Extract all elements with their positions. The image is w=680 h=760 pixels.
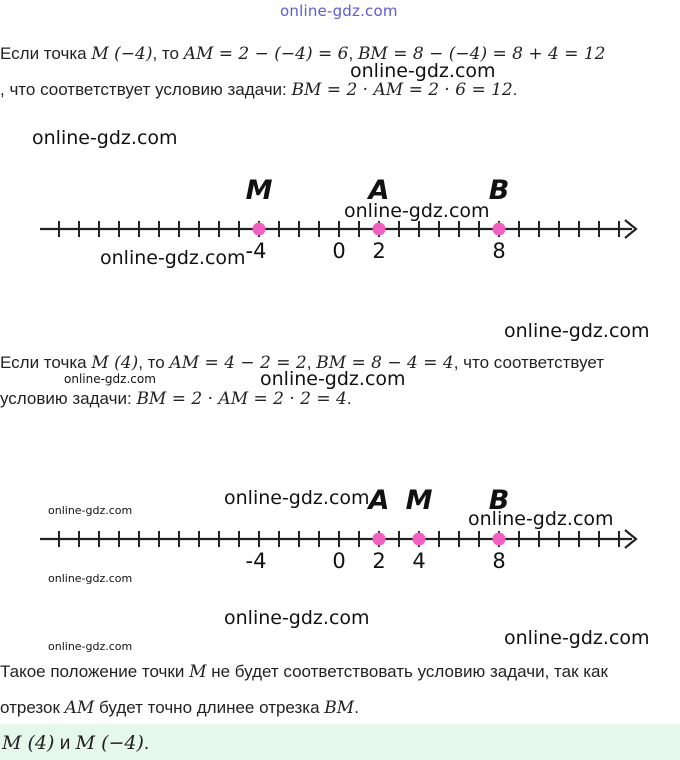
- text: , то: [138, 353, 170, 372]
- math-expression: AM: [64, 698, 95, 718]
- paragraph-2-line-1: [0, 352, 604, 374]
- point-a-label: A: [368, 175, 390, 206]
- number-line-2: [0, 470, 680, 580]
- math-expression: BM = 2 · AM = 2 · 2 = 4: [136, 389, 347, 409]
- point-a-marker: [373, 533, 386, 546]
- text: Такое положение точки: [0, 662, 190, 681]
- watermark: online-gdz.com: [224, 607, 370, 629]
- watermark: online-gdz.com: [350, 60, 496, 82]
- text: .: [354, 698, 359, 717]
- math-expression: M (−4): [75, 732, 144, 754]
- math-expression: BM = 8 − (−4) = 8 + 4 = 12: [357, 44, 606, 64]
- math-expression: AM = 2 − (−4) = 6: [183, 44, 349, 64]
- math-expression: M (4): [2, 732, 55, 754]
- watermark: online-gdz.com: [48, 572, 133, 585]
- tick-label: 0: [332, 549, 346, 573]
- text: ,: [306, 353, 317, 372]
- point-a-label: A: [368, 485, 390, 516]
- math-expression: AM = 4 − 2 = 2: [169, 353, 307, 373]
- text: ,: [348, 44, 358, 63]
- tick-label: 8: [492, 239, 506, 263]
- text: будет точно длинее отрезка: [94, 698, 325, 717]
- tick-label: -4: [245, 239, 267, 263]
- point-m-label: M: [405, 485, 433, 516]
- point-b-label: B: [488, 175, 510, 206]
- watermark: online-gdz.com: [260, 368, 406, 390]
- tick-label: 2: [372, 239, 386, 263]
- watermark: online-gdz.com: [64, 372, 156, 386]
- watermark: online-gdz.com: [504, 320, 650, 342]
- paragraph-1-line-1: [0, 43, 606, 65]
- paragraph-3-line-1: [0, 661, 608, 683]
- watermark: online-gdz.com: [48, 640, 133, 653]
- text: условию задачи:: [0, 389, 137, 408]
- math-expression: M (4): [91, 353, 139, 373]
- text: отрезок: [0, 698, 65, 717]
- tick-label: 2: [372, 549, 386, 573]
- point-a-marker: [373, 223, 386, 236]
- paragraph-2-line-2: [0, 388, 352, 410]
- tick-label: 8: [492, 549, 506, 573]
- tick-label: 0: [332, 239, 346, 263]
- math-expression: M (−4): [91, 44, 153, 64]
- watermark: online-gdz.com: [504, 627, 650, 649]
- watermark: online-gdz.com: [100, 247, 246, 269]
- point-b-label: B: [488, 485, 510, 516]
- text: Если точка: [0, 44, 92, 63]
- point-b-marker: [493, 533, 506, 546]
- watermark: online-gdz.com: [48, 504, 133, 517]
- text: Если точка: [0, 353, 92, 372]
- tick-label: 4: [412, 549, 426, 573]
- math-expression: BM = 8 − 4 = 4: [316, 353, 454, 373]
- answer-line: [2, 732, 149, 755]
- watermark: online-gdz.com: [224, 487, 370, 509]
- answer-box: [0, 724, 680, 760]
- text: не будет соответствовать условию задачи, так как: [206, 662, 608, 681]
- text: .: [143, 733, 150, 754]
- text: , что соответствует условию задачи:: [0, 80, 292, 99]
- point-m-marker: [413, 533, 426, 546]
- paragraph-1-line-2: [0, 79, 517, 101]
- text: .: [346, 389, 352, 408]
- watermark: online-gdz.com: [468, 508, 614, 530]
- watermark: online-gdz.com: [32, 127, 178, 149]
- text: .: [512, 80, 518, 99]
- paragraph-3-line-2: [0, 697, 359, 719]
- watermark-top: online-gdz.com: [280, 2, 398, 20]
- watermark: online-gdz.com: [344, 200, 490, 222]
- point-m-marker: [253, 223, 266, 236]
- number-line-1: [0, 160, 680, 270]
- text: , что соответствует: [453, 353, 605, 372]
- point-m-label: M: [245, 175, 273, 206]
- text: , то: [152, 44, 184, 63]
- math-expression: M: [189, 662, 207, 682]
- point-b-marker: [493, 223, 506, 236]
- tick-label: -4: [245, 549, 267, 573]
- text: и: [54, 733, 76, 754]
- math-expression: BM = 2 · AM = 2 · 6 = 12: [291, 80, 513, 100]
- math-expression: BM: [324, 698, 355, 718]
